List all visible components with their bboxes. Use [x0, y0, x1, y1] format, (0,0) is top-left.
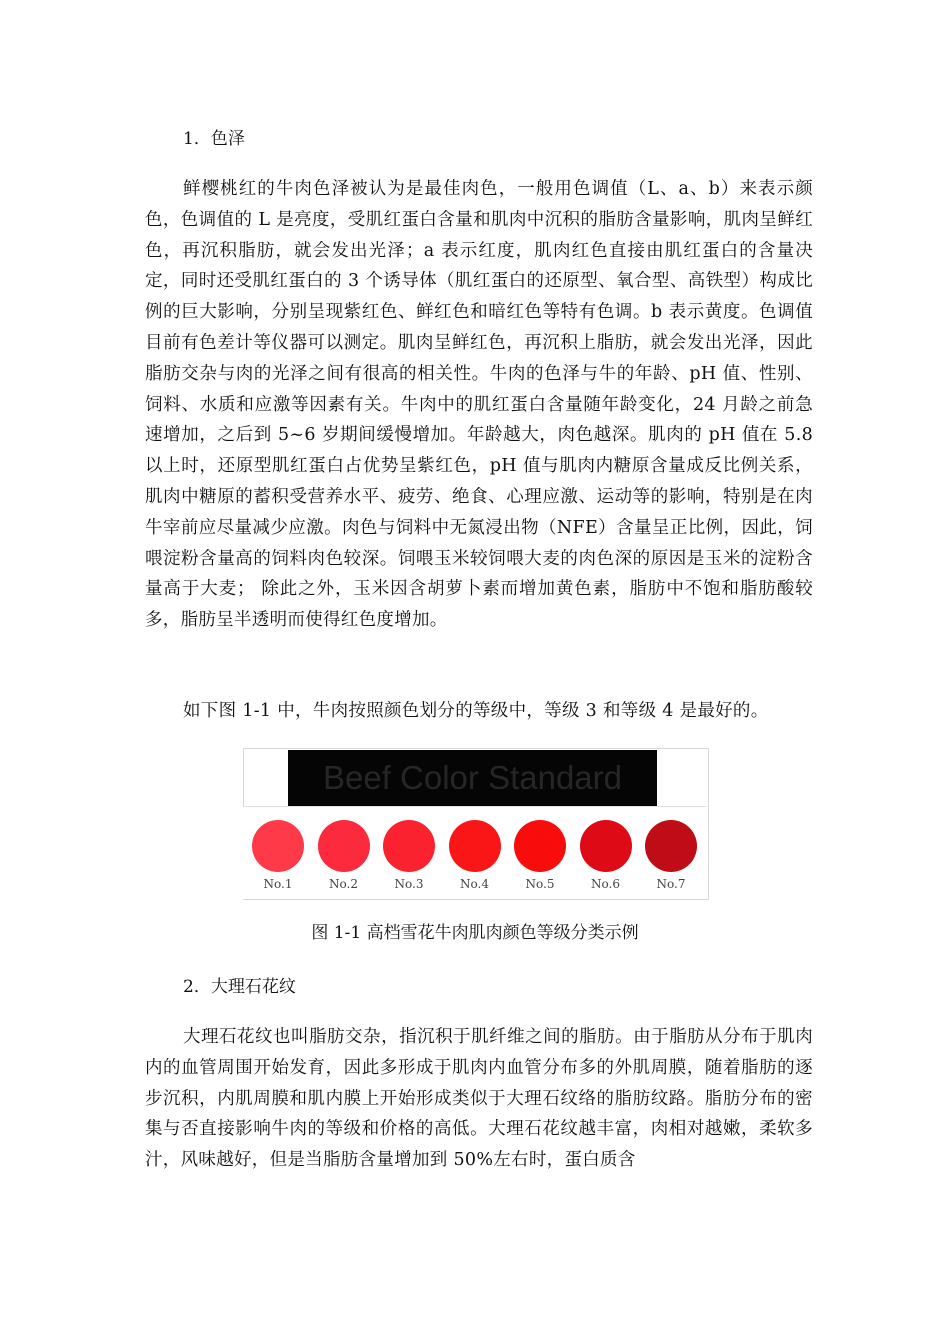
swatch-label: No.4	[460, 877, 489, 891]
figure-banner	[288, 750, 657, 806]
swatch-circle	[252, 820, 304, 872]
swatch-circle	[318, 820, 370, 872]
section-heading-marbling: 2．大理石花纹	[183, 977, 296, 997]
section-heading-color: 1．色泽	[183, 129, 245, 149]
swatch-label: No.3	[394, 877, 424, 891]
swatch-circle	[514, 820, 566, 872]
swatch-circle	[383, 820, 435, 872]
color-swatch	[507, 817, 573, 897]
paragraph-figure-intro: 如下图 1-1 中，牛肉按照颜色划分的等级中，等级 3 和等级 4 是最好的。	[183, 701, 769, 721]
swatch-label: No.5	[525, 877, 555, 891]
paragraph-color-description: 鲜樱桃红的牛肉色泽被认为是最佳肉色，一般用色调值（L、a、b）来表示颜色，色调值的 L 是亮度，受肌红蛋白含量和肌肉中沉积的脂肪含量影响，肌肉呈鲜红色，再沉积脂肪，就会发出光泽；a 表示红度，肌肉红色直接由肌红蛋白的含量决定，同时还受肌红蛋白的 3 个诱导体（肌红蛋白的还原型、氧合型、高铁型）构成比例的巨大影响，分别呈现紫红色、鲜红色和暗红色等特有色调。b 表示黄度。色调值目前有色差计等仪器可以测定。肌肉呈鲜红色，再沉积上脂肪，就会发出光泽，因此脂肪交杂与肉的光泽之间有很高的相关性。牛肉的色泽与牛的年龄、pH 值、性别、饲料、水质和应激等因素有关。牛肉中的肌红蛋白含量随年龄变化，24 月龄之前急速增加，之后到 5~6 岁期间缓慢增加。年龄越大，肉色越深。肌肉的 pH 值在 5.8 以上时，还原型肌红蛋白占优势呈紫红色，pH 值与肌肉内糖原含量成反比例关系，肌肉中糖原的蓄积受营养水平、疲劳、绝食、心理应激、运动等的影响，特别是在肉牛宰前应尽量减少应激。肉色与饲料中无氮浸出物（NFE）含量呈正比例，因此，饲喂淀粉含量高的饲料肉色较深。饲喂玉米较饲喂大麦的肉色深的原因是玉米的淀粉含量高于大麦； 除此之外，玉米因含胡萝卜素而增加黄色素，脂肪中不饱和脂肪酸较多，脂肪呈半透明而使得红色度增加。	[145, 179, 813, 631]
color-swatch	[376, 817, 442, 897]
color-swatch	[245, 817, 311, 897]
swatch-circle	[645, 820, 697, 872]
swatch-label: No.6	[591, 877, 620, 891]
color-swatch	[638, 817, 704, 897]
swatch-list	[243, 807, 707, 899]
swatch-strip	[243, 806, 707, 899]
figure-caption: 图 1-1 高档雪花牛肉肌肉颜色等级分类示例	[311, 923, 639, 943]
paragraph-marbling-description: 大理石花纹也叫脂肪交杂，指沉积于肌纤维之间的脂肪。由于脂肪从分布于肌肉内的血管周围开始发育，因此多形成于肌肉内血管分布多的外肌周膜，随着脂肪的逐步沉积，内肌周膜和肌内膜上开始形成类似于大理石纹络的脂肪纹路。脂肪分布的密集与否直接影响牛肉的等级和价格的高低。大理石花纹越丰富，肉相对越嫩，柔软多汁，风味越好，但是当脂肪含量增加到 50%左右时，蛋白质含	[145, 1027, 813, 1171]
beef-color-standard-figure	[243, 748, 709, 900]
figure-banner-text: Beef Color Standard	[322, 759, 622, 796]
color-swatch	[311, 817, 377, 897]
swatch-label: No.7	[656, 877, 686, 891]
swatch-label: No.1	[263, 877, 293, 891]
swatch-label: No.2	[329, 877, 358, 891]
swatch-circle	[449, 820, 501, 872]
color-swatch	[573, 817, 639, 897]
swatch-circle	[580, 820, 632, 872]
color-swatch	[442, 817, 508, 897]
